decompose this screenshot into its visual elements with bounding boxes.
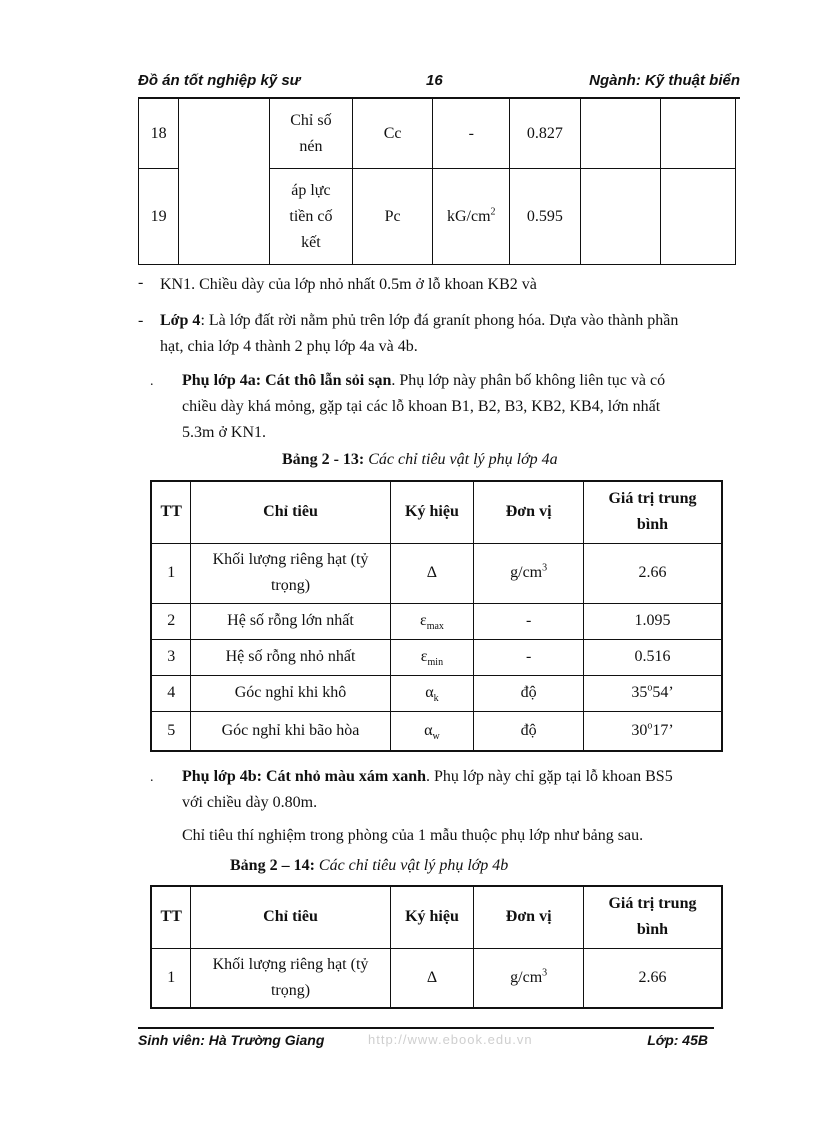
- footer-watermark-url[interactable]: http://www.ebook.edu.vn: [368, 1032, 533, 1047]
- header-gia-tri: Giá trị trung bình: [583, 886, 722, 948]
- cell-chi-tieu: Khối lượng riêng hạt (tỷ trọng): [191, 543, 390, 603]
- cell-chi-tieu: Hệ số rỗng nhỏ nhất: [191, 639, 390, 675]
- cell-tt: 2: [151, 603, 191, 639]
- table-2-13: [150, 480, 723, 752]
- header-ky-hieu: Ký hiệu: [390, 886, 474, 948]
- cell-chi-tieu: áp lực tiền cố kết: [270, 169, 353, 265]
- cell-don-vi: độ: [474, 711, 584, 751]
- paragraph-phu-lop-4b: Phụ lớp 4b: Cát nhỏ màu xám xanh. Phụ lớp này chỉ gặp tại lỗ khoan BS5 với chiều dày 0.80m.: [182, 768, 673, 811]
- cell-empty: [661, 99, 736, 169]
- list-bullet: .: [150, 770, 154, 785]
- paragraph-lop-4: Lớp 4: Là lớp đất rời nằm phủ trên lớp đá granít phong hóa. Dựa vào thành phần hạt, chia lớp 4 thành 2 phụ lớp 4a và 4b.: [160, 312, 679, 355]
- header-tt: TT: [151, 886, 191, 948]
- header-chi-tieu: Chỉ tiêu: [191, 481, 390, 543]
- cell-ky-hieu: Δ: [390, 948, 474, 1008]
- cell-tt: 3: [151, 639, 191, 675]
- cell-chi-tieu: Góc nghỉ khi bão hòa: [191, 711, 390, 751]
- cell-tt: 19: [139, 169, 179, 265]
- cell-tt: 1: [151, 543, 191, 603]
- table-row: [151, 948, 722, 1008]
- cell-chi-tieu: Khối lượng riêng hạt (tỷ trọng): [191, 948, 390, 1008]
- cell-don-vi: $kG/cm^2$: [433, 169, 510, 265]
- cell-gia-tri: 2.66: [583, 948, 722, 1008]
- paragraph-phu-lop-4a: Phụ lớp 4a: Cát thô lẫn sỏi sạn. Phụ lớp này phân bố không liên tục và có chiều dày khá mỏng, gặp tại các lỗ khoan B1, B2, B3, KB2, KB4, lớn nhất 5.3m ở KN1.: [182, 372, 666, 441]
- cell-don-vi: độ: [474, 675, 584, 711]
- header-don-vi: Đơn vị: [474, 886, 584, 948]
- header-gia-tri: Giá trị trung bình: [583, 481, 722, 543]
- paragraph-kn1: KN1. Chiều dày của lớp nhỏ nhất 0.5m ở lỗ khoan KB2 và: [160, 276, 537, 293]
- footer-student: Sinh viên: Hà Trường Giang: [138, 1032, 325, 1048]
- table-2-14: [150, 885, 723, 1009]
- cell-ky-hieu: $\alpha_w$: [390, 711, 474, 751]
- cell-don-vi: -: [474, 603, 584, 639]
- header-don-vi: Đơn vị: [474, 481, 584, 543]
- cell-empty: [580, 99, 661, 169]
- cell-ky-hieu: Pc: [352, 169, 433, 265]
- cell-don-vi: -: [474, 639, 584, 675]
- cell-tt: 1: [151, 948, 191, 1008]
- cell-ky-hieu: Δ: [390, 543, 474, 603]
- table-row: [139, 99, 736, 169]
- list-dash: -: [138, 274, 144, 291]
- caption-table-2-13: Bảng 2 - 13: Các chỉ tiêu vật lý phụ lớp 4a: [282, 451, 558, 468]
- table-row: [151, 543, 722, 603]
- caption-table-2-14: Bảng 2 – 14: Các chỉ tiêu vật lý phụ lớp 4b: [230, 857, 509, 874]
- page-number: 16: [426, 72, 443, 89]
- table-row: [151, 603, 722, 639]
- header-title: Đồ án tốt nghiệp kỹ sư: [138, 72, 301, 89]
- cell-don-vi: $g/cm^3$: [474, 948, 584, 1008]
- list-dash: -: [138, 312, 144, 329]
- cell-empty: [580, 169, 661, 265]
- cell-gia-tri: 30$^o$17’: [583, 711, 722, 751]
- header-ky-hieu: Ký hiệu: [390, 481, 474, 543]
- header-major: Ngành: Kỹ thuật biển: [589, 72, 740, 89]
- cell-tt: 18: [139, 99, 179, 169]
- table-header-row: [151, 886, 722, 948]
- cell-don-vi: $g/cm^3$: [474, 543, 584, 603]
- table-continued: [138, 98, 736, 265]
- cell-empty: [661, 169, 736, 265]
- cell-gia-tri: 35$^o$54’: [583, 675, 722, 711]
- cell-chi-tieu: Góc nghỉ khi khô: [191, 675, 390, 711]
- cell-gia-tri: 0.827: [510, 99, 581, 169]
- cell-ky-hieu: $\varepsilon_{min}$: [390, 639, 474, 675]
- footer-divider: [138, 1027, 714, 1029]
- cell-gia-tri: 1.095: [583, 603, 722, 639]
- footer-class: Lớp: 45B: [647, 1032, 708, 1048]
- cell-empty: [179, 99, 270, 265]
- cell-ky-hieu: $\alpha_k$: [390, 675, 474, 711]
- page-footer: [138, 1032, 714, 1052]
- list-bullet: .: [150, 374, 154, 389]
- cell-chi-tieu: Hệ số rỗng lớn nhất: [191, 603, 390, 639]
- cell-ky-hieu: Cc: [352, 99, 433, 169]
- table-header-row: [151, 481, 722, 543]
- cell-gia-tri: 0.595: [510, 169, 581, 265]
- cell-tt: 5: [151, 711, 191, 751]
- cell-chi-tieu: Chỉ số nén: [270, 99, 353, 169]
- cell-ky-hieu: $\varepsilon_{max}$: [390, 603, 474, 639]
- table-row: [151, 675, 722, 711]
- table-row: [151, 639, 722, 675]
- header-chi-tieu: Chỉ tiêu: [191, 886, 390, 948]
- header-tt: TT: [151, 481, 191, 543]
- cell-gia-tri: 2.66: [583, 543, 722, 603]
- paragraph-chi-tieu: Chỉ tiêu thí nghiệm trong phòng của 1 mẫu thuộc phụ lớp như bảng sau.: [182, 827, 644, 844]
- page-header: [138, 72, 740, 92]
- cell-gia-tri: 0.516: [583, 639, 722, 675]
- cell-tt: 4: [151, 675, 191, 711]
- cell-don-vi: -: [433, 99, 510, 169]
- table-row: [151, 711, 722, 751]
